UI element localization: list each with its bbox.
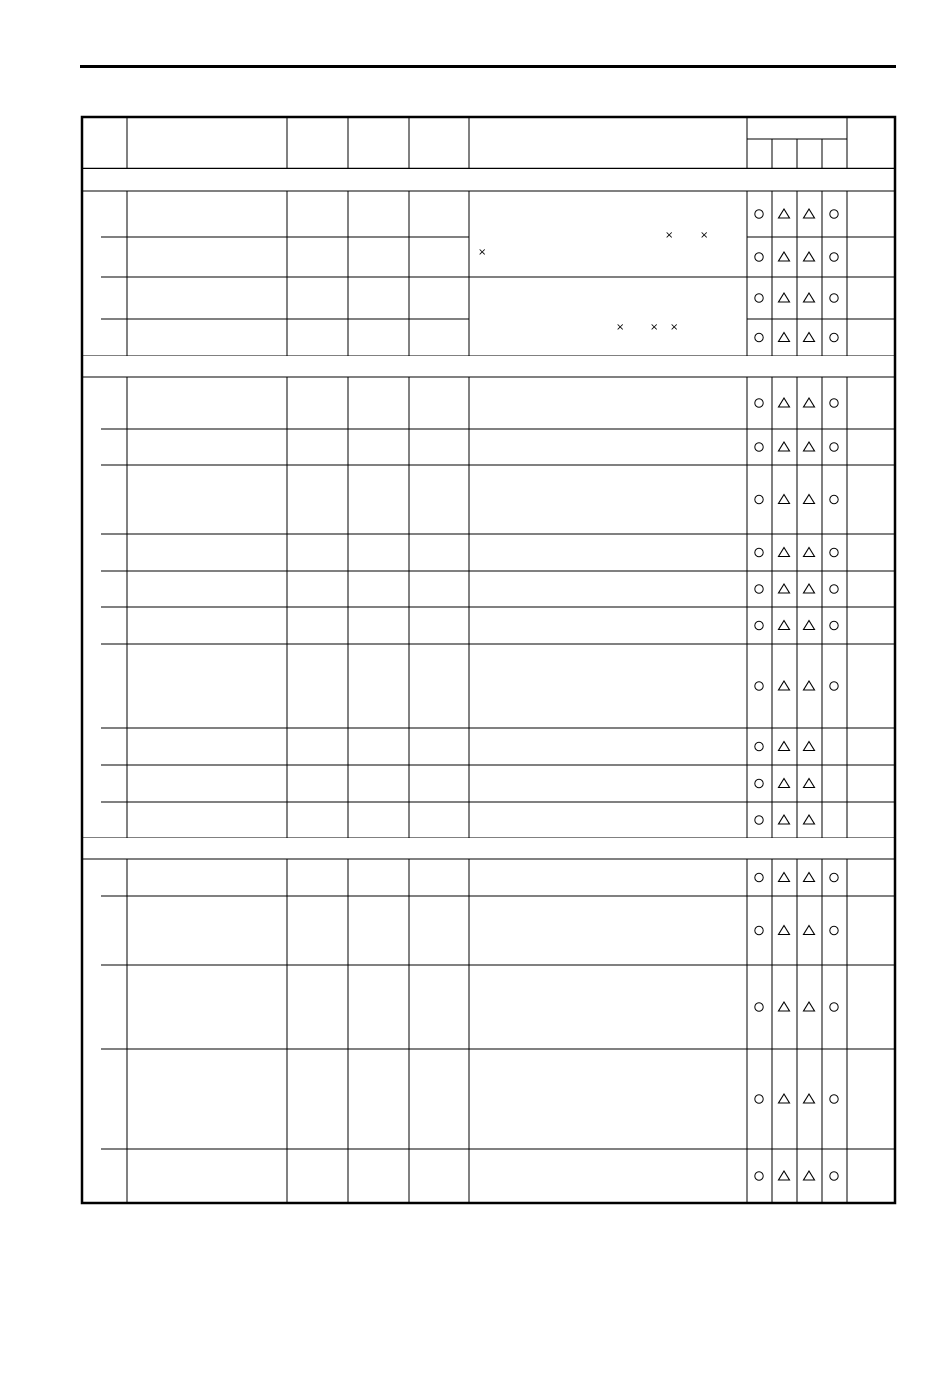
- triangle-mark: [804, 293, 815, 302]
- circle-mark: [830, 548, 838, 556]
- triangle-mark: [804, 742, 815, 751]
- triangle-mark: [804, 1094, 815, 1103]
- triangle-mark: [779, 873, 790, 882]
- circle-mark: [830, 1172, 838, 1180]
- triangle-mark: [779, 926, 790, 935]
- circle-mark: [830, 495, 838, 503]
- circle-mark: [755, 585, 763, 593]
- triangle-mark: [779, 442, 790, 451]
- triangle-mark: [804, 548, 815, 557]
- triangle-mark: [779, 1002, 790, 1011]
- triangle-mark: [779, 398, 790, 407]
- note-mark: ×: [670, 322, 679, 333]
- circle-mark: [830, 1095, 838, 1103]
- triangle-mark: [804, 681, 815, 690]
- triangle-mark: [804, 252, 815, 261]
- note-mark: ×: [478, 247, 487, 258]
- triangle-mark: [779, 779, 790, 788]
- circle-mark: [755, 253, 763, 261]
- circle-mark: [755, 742, 763, 750]
- triangle-mark: [779, 548, 790, 557]
- triangle-mark: [804, 779, 815, 788]
- triangle-mark: [779, 293, 790, 302]
- circle-mark: [755, 294, 763, 302]
- triangle-mark: [779, 209, 790, 218]
- note-mark: ×: [616, 322, 625, 333]
- triangle-mark: [779, 621, 790, 630]
- note-mark: ×: [700, 230, 709, 241]
- circle-mark: [830, 210, 838, 218]
- triangle-mark: [779, 815, 790, 824]
- circle-mark: [830, 294, 838, 302]
- triangle-mark: [804, 398, 815, 407]
- circle-mark: [755, 1172, 763, 1180]
- circle-mark: [755, 495, 763, 503]
- circle-mark: [755, 1003, 763, 1011]
- circle-mark: [830, 253, 838, 261]
- circle-mark: [755, 816, 763, 824]
- circle-mark: [830, 399, 838, 407]
- circle-mark: [755, 873, 763, 881]
- circle-mark: [830, 873, 838, 881]
- circle-mark: [755, 779, 763, 787]
- triangle-mark: [779, 742, 790, 751]
- circle-mark: [755, 399, 763, 407]
- triangle-mark: [779, 1171, 790, 1180]
- note-mark: ×: [665, 230, 674, 241]
- circle-mark: [755, 1095, 763, 1103]
- triangle-mark: [804, 495, 815, 504]
- circle-mark: [755, 333, 763, 341]
- circle-mark: [755, 682, 763, 690]
- triangle-mark: [779, 495, 790, 504]
- section-band: [82, 838, 895, 859]
- section-band: [82, 169, 895, 191]
- triangle-mark: [779, 252, 790, 261]
- triangle-mark: [804, 442, 815, 451]
- triangle-mark: [779, 584, 790, 593]
- circle-mark: [755, 926, 763, 934]
- circle-mark: [830, 1003, 838, 1011]
- triangle-mark: [779, 1094, 790, 1103]
- circle-mark: [755, 210, 763, 218]
- triangle-mark: [804, 209, 815, 218]
- triangle-mark: [804, 815, 815, 824]
- circle-mark: [830, 926, 838, 934]
- triangle-mark: [804, 621, 815, 630]
- triangle-mark: [804, 584, 815, 593]
- triangle-mark: [804, 926, 815, 935]
- note-mark: ×: [650, 322, 659, 333]
- circle-mark: [755, 621, 763, 629]
- triangle-mark: [779, 333, 790, 342]
- triangle-mark: [804, 1171, 815, 1180]
- circle-mark: [755, 443, 763, 451]
- table-frame: [82, 117, 895, 1203]
- circle-mark: [830, 682, 838, 690]
- circle-mark: [830, 585, 838, 593]
- triangle-mark: [804, 873, 815, 882]
- circle-mark: [830, 621, 838, 629]
- triangle-mark: [779, 681, 790, 690]
- circle-mark: [830, 443, 838, 451]
- triangle-mark: [804, 1002, 815, 1011]
- circle-mark: [755, 548, 763, 556]
- section-band: [82, 356, 895, 377]
- circle-mark: [830, 333, 838, 341]
- triangle-mark: [804, 333, 815, 342]
